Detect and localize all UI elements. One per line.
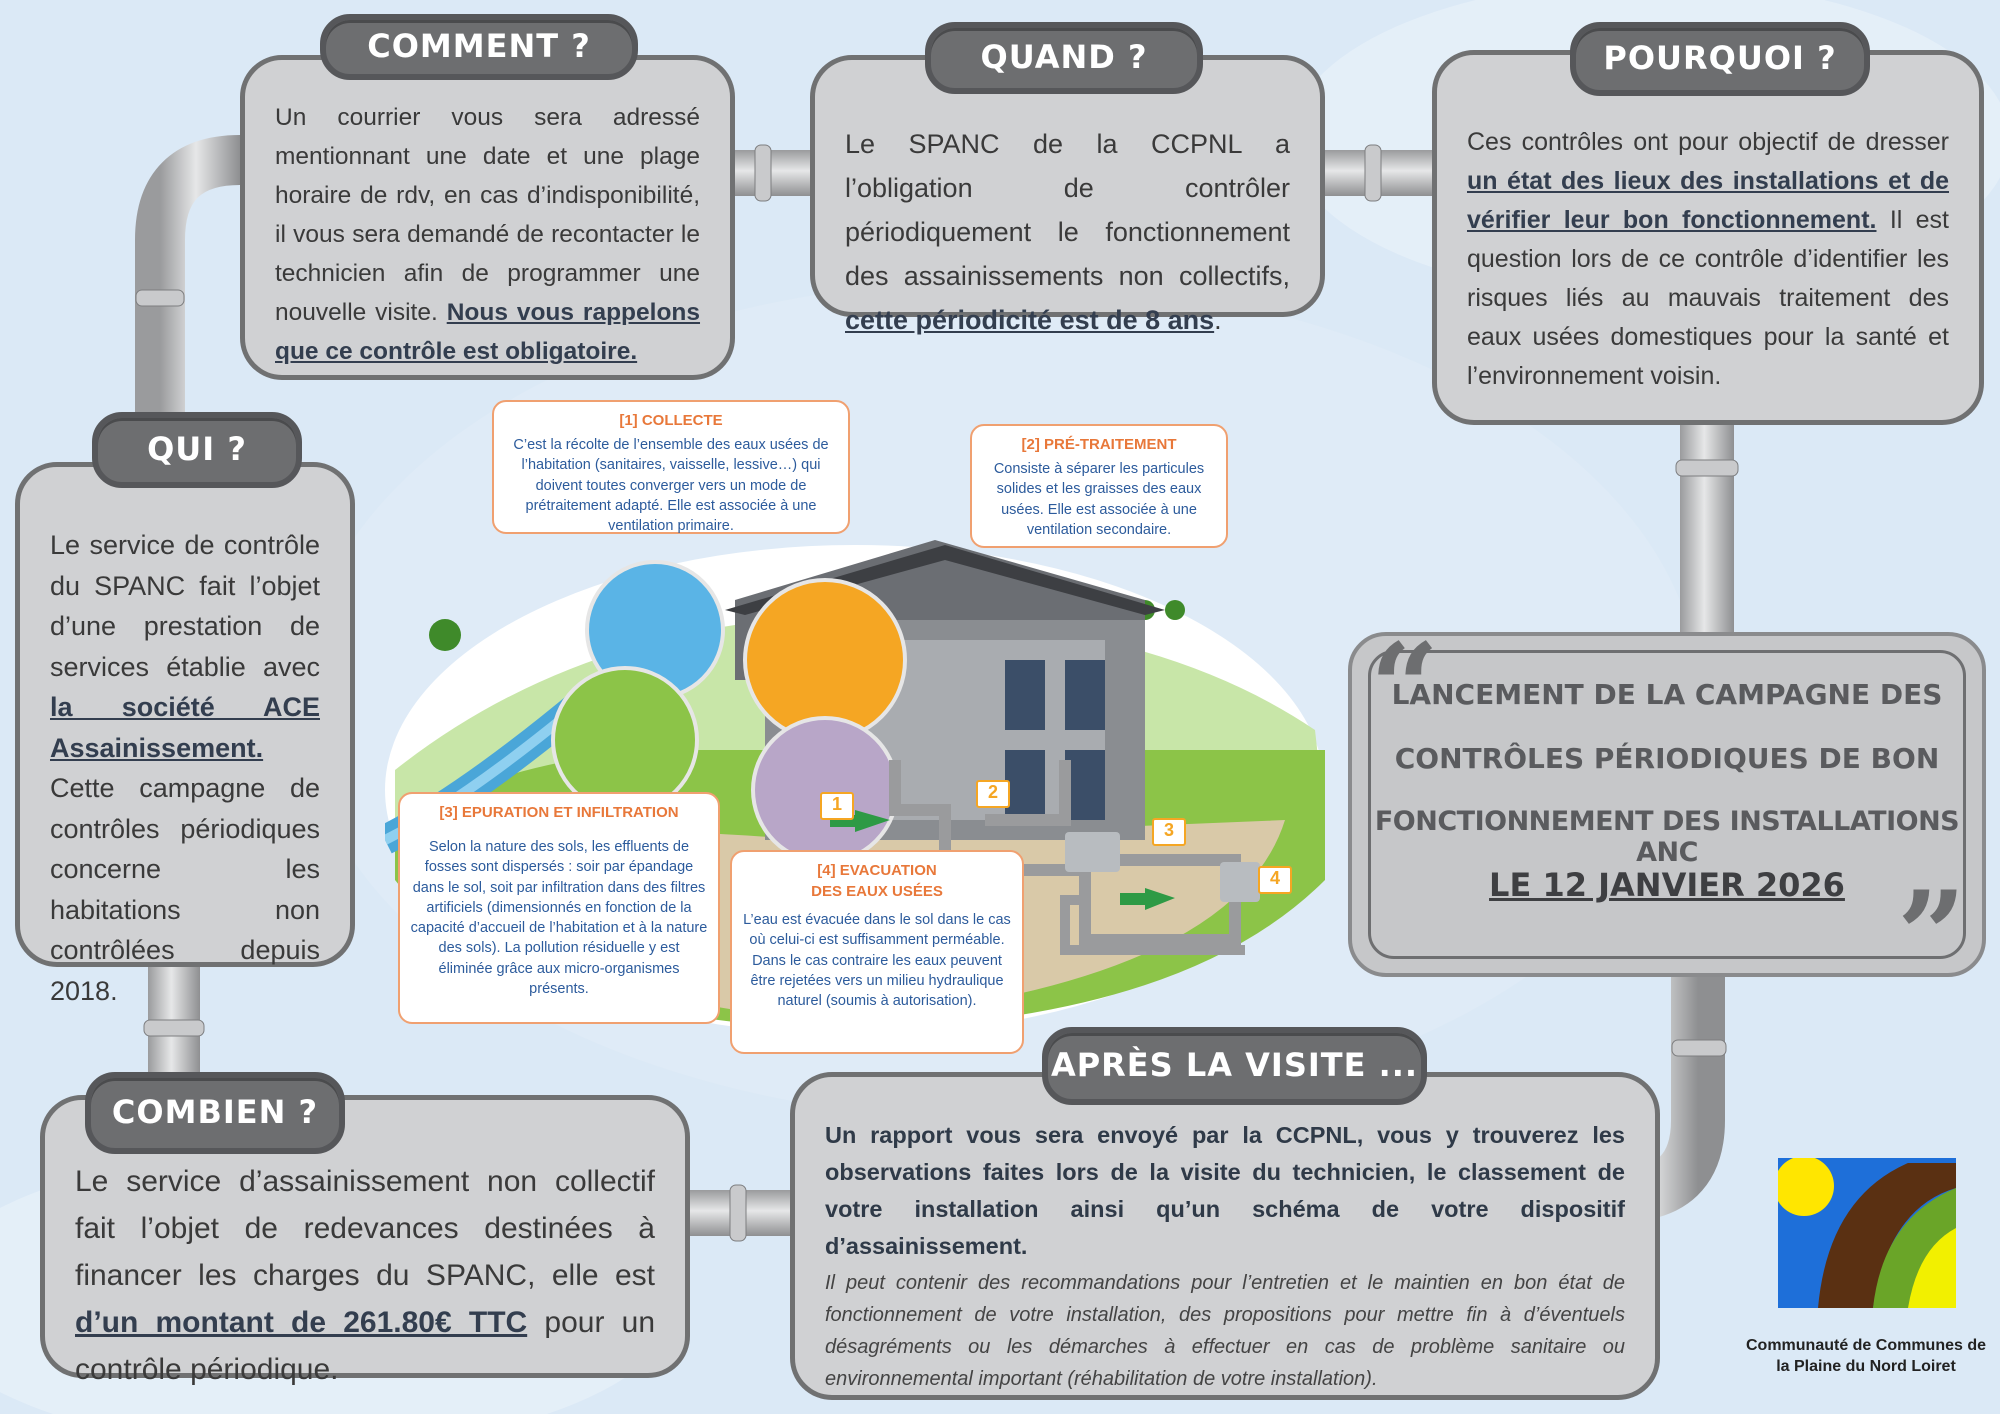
banner-line-2: CONTRÔLES PÉRIODIQUES DE BON — [1394, 742, 1940, 775]
combien-title: COMBIEN ? — [85, 1072, 345, 1154]
logo-caption-line-2: la Plaine du Nord Loiret — [1776, 1357, 1956, 1375]
comment-emphasis: Nous vous rappelons que ce contrôle est obligatoire. — [275, 299, 701, 365]
step-4-text: L’eau est évacuée dans le sol dans le cas où celui-ci est suffisamment perméable. Dans le cas contraire les eaux peuvent être rejetées vers un milieu hydraulique naturel (soumis à autorisation). — [743, 912, 1011, 1010]
qui-title: QUI ? — [92, 412, 302, 488]
qui-card — [15, 462, 355, 1006]
pourquoi-emphasis: un état des lieux des installations et de vérifier leur bon fonctionnement. — [1467, 167, 1949, 234]
step-4-title-line-1: [4] EVACUATION — [817, 862, 937, 879]
diagram-number-2: 2 — [976, 780, 1010, 808]
step-1-title: [1] COLLECTE — [619, 412, 723, 429]
diagram-number-4: 4 — [1258, 866, 1292, 894]
quand-text: Le SPANC de la CCPNL a l’obligation de contrôler périodiquement le fonctionnement des assainissements non collectifs, cette périodicité est de 8 ans. — [845, 129, 1290, 335]
ccpnl-logo — [1778, 1158, 1956, 1308]
step-2-pretraitement — [970, 424, 1228, 548]
diagram-number-3: 3 — [1152, 818, 1186, 846]
banner-date: LE 12 JANVIER 2026 — [1489, 866, 1845, 904]
diagram-number-1: 1 — [820, 792, 854, 820]
apres-italic-text: Il peut contenir des recommandations pour l’entretien et le maintien en bon état de fonctionnement de votre installation, des propositions pour mettre fin à d’éventuels désagréments ou les démarches à effectuer en cas de problème sanitaire ou environnemental important (réhabilitation de votre installation). — [825, 1272, 1625, 1390]
step-2-text: Consiste à séparer les particules solides et les graisses des eaux usées. Elle est associée à une ventilation secondaire. — [993, 461, 1205, 538]
quand-emphasis: cette périodicité est de 8 ans — [845, 305, 1215, 335]
combien-emphasis: d’un montant de 261.80€ TTC — [75, 1306, 528, 1339]
qui-emphasis: la société ACE Assainissement. — [50, 692, 320, 763]
pourquoi-text: Ces contrôles ont pour objectif de dresser un état des lieux des installations et de vérifier leur bon fonctionnement. Il est question lors de ce contrôle d’identifier les risques liés au mauvais traitement des eaux usées domestiques pour la santé et l’environnement voisin. — [1467, 128, 1950, 390]
qui-text: Le service de contrôle du SPANC fait l’objet d’une prestation de services établie avec la société ACE Assainissement. Cette campagne de contrôles périodiques concerne les habitations non contrôlées depuis 2018. — [50, 530, 320, 1006]
campaign-banner — [1348, 617, 1986, 1006]
banner-line-1: LANCEMENT DE LA CAMPAGNE DES — [1391, 678, 1943, 711]
banner-line-3: FONCTIONNEMENT DES INSTALLATIONS ANC — [1374, 806, 1960, 868]
step-4-title-line-2: DES EAUX USÉES — [811, 883, 943, 900]
close-quote-mark: ” — [1896, 865, 1966, 1006]
step-1-text: C’est la récolte de l’ensemble des eaux usées de l’habitation (sanitaires, vaisselle, lessive…) qui doivent toutes converger vers un mode de prétraitement adapté. Elle est associée à une ventilation primaire. — [513, 437, 829, 535]
apres-card — [790, 1072, 1660, 1400]
comment-card — [240, 55, 735, 380]
comment-text: Un courrier vous sera adressé mentionnant une date et une plage horaire de rdv, en cas d’indisponibilité, il vous sera demandé de recontacter le technicien afin de programmer une nouvelle visite. Nous vous rappelons que ce contrôle est obligatoire. — [275, 104, 701, 365]
open-quote-mark: “ — [1370, 617, 1440, 758]
apres-title: APRÈS LA VISITE ... — [1042, 1027, 1427, 1105]
apres-bold-text: Un rapport vous sera envoyé par la CCPNL, vous y trouverez les observations faites lors de la visite du technicien, le classement de votre installation ainsi qu’un schéma de votre dispositif d’assainissement. — [825, 1122, 1625, 1259]
combien-text: Le service d’assainissement non collectif fait l’objet de redevances destinées à financer les charges du SPANC, elle est d’un montant de 261.80€ TTC pour un contrôle périodique. — [75, 1165, 656, 1386]
quand-title: QUAND ? — [925, 22, 1203, 94]
step-3-epuration — [398, 792, 720, 1024]
step-3-text: Selon la nature des sols, les effluents de fosses sont dispersés : soir par épandage dans le sol, soit par infiltration dans des filtres artificiels (dimensionnés en fonction de la capacité d’accueil de l’habitation et à la nature des sols). La pollution résiduelle y est éliminée grâce aux micro-organismes présents. — [410, 839, 708, 998]
step-3-title: [3] EPURATION ET INFILTRATION — [439, 804, 679, 821]
logo-caption-line-1: Communauté de Communes de — [1745, 1337, 1987, 1354]
step-4-evacuation — [730, 850, 1024, 1054]
quand-card — [810, 55, 1325, 335]
step-2-title: [2] PRÉ-TRAITEMENT — [1021, 436, 1177, 453]
pourquoi-title: POURQUOI ? — [1570, 22, 1870, 96]
pourquoi-card — [1432, 50, 1984, 425]
logo-caption — [1735, 1336, 1997, 1378]
step-1-collecte — [492, 400, 850, 534]
comment-title: COMMENT ? — [320, 14, 638, 80]
